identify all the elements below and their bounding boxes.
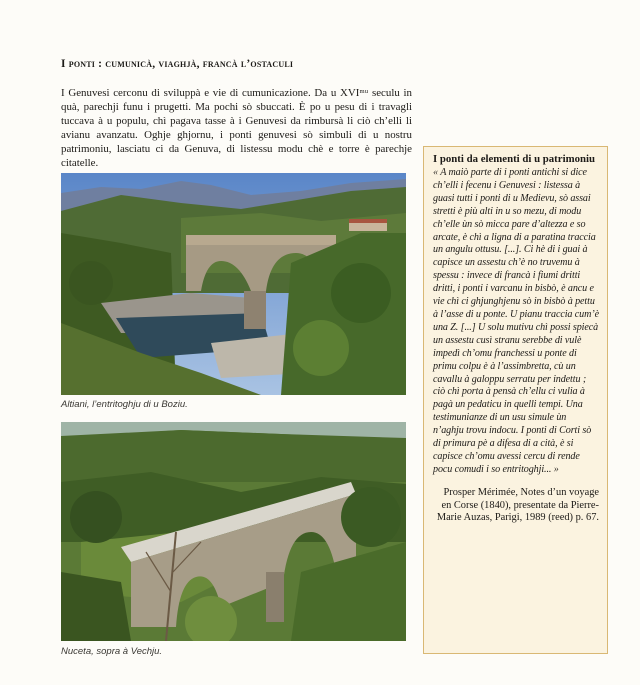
sidebar-quote: « A maiò parte di i ponti antichi si dice ch’elli i fecenu i Genuvesi : listessa à guasi tutti i ponti di u Medievu, sò assai stretti è più alti in u so mezu, di modu ch’elle ùn sò micca pare d’altezza e so arcate, è chì a ligna di a paratina traccia un angulu ottusu. [...]. Ci hè di i guai à capisce un assestu ch’è no truvemu à spessu : invece di francà i fiumi dritti dritti, i ponti i varcanu in bisbò, è ancu e vie chì ci ghjunghjenu sò in bisbò à pettu à l’asse di u ponte. U pianu traccia cum’è una Z. [...] U solu mutivu chì possi spiecà un assestu cusì stranu serebbe di vulè impedì ch’omu franchessi u ponte di primu colpu è à l’assimbretta, cù un cavallu à galoppu serratu per indettu ; ciò chì porta à pensà ch’ellu ci vulia à pagà un pedaticu in quelli tempi. Una testimunianze di un usu simule ùn n’aghju trovu indocu. I ponti di Corti sò di primura pè a difesa di a cità, è si capisce ch’omu avessi cercu di rende pocu comudi i so entritoghji... »: [433, 167, 599, 475]
bridge-photo-altiani: [61, 173, 406, 395]
photo-caption: Nuceta, sopra à Vechju.: [61, 646, 163, 657]
article-intro: I Genuvesi cerconu di sviluppà e vie di cumunicazione. Da u XVIᵐᵘ seculu in quà, parechji funu i prugetti. Ma pochi sò sbuccati. È po u pesu di i travagli tuccava à u populu, chì pagava tasse à i Genuvesi da rimbursà li ciò ch’elli li avianu avanzatu. Oghje ghjornu, i ponti genuvesi sò simbuli di u nostru patrimoniu, lasciatu ci da Genuva, di listessu modu chè e torre è parechje citatelle.: [61, 87, 412, 169]
sidebar-source: Prosper Mérimée, Notes d’un voyage en Corse (1840), presentate da Pierre-Marie Auzas, Parigi, 1989 (reed) p. 67.: [436, 486, 599, 524]
article-heading: I ponti : cumunicà, viaghjà, francà l’ostaculi: [61, 58, 294, 70]
sidebar-title: I ponti da elementi di u patrimoniu: [433, 153, 595, 165]
quote-sidebar: [423, 146, 608, 654]
bridge-photo-nuceta: [61, 422, 406, 641]
photo-caption: Altiani, l’entritoghju di u Boziu.: [61, 399, 188, 410]
